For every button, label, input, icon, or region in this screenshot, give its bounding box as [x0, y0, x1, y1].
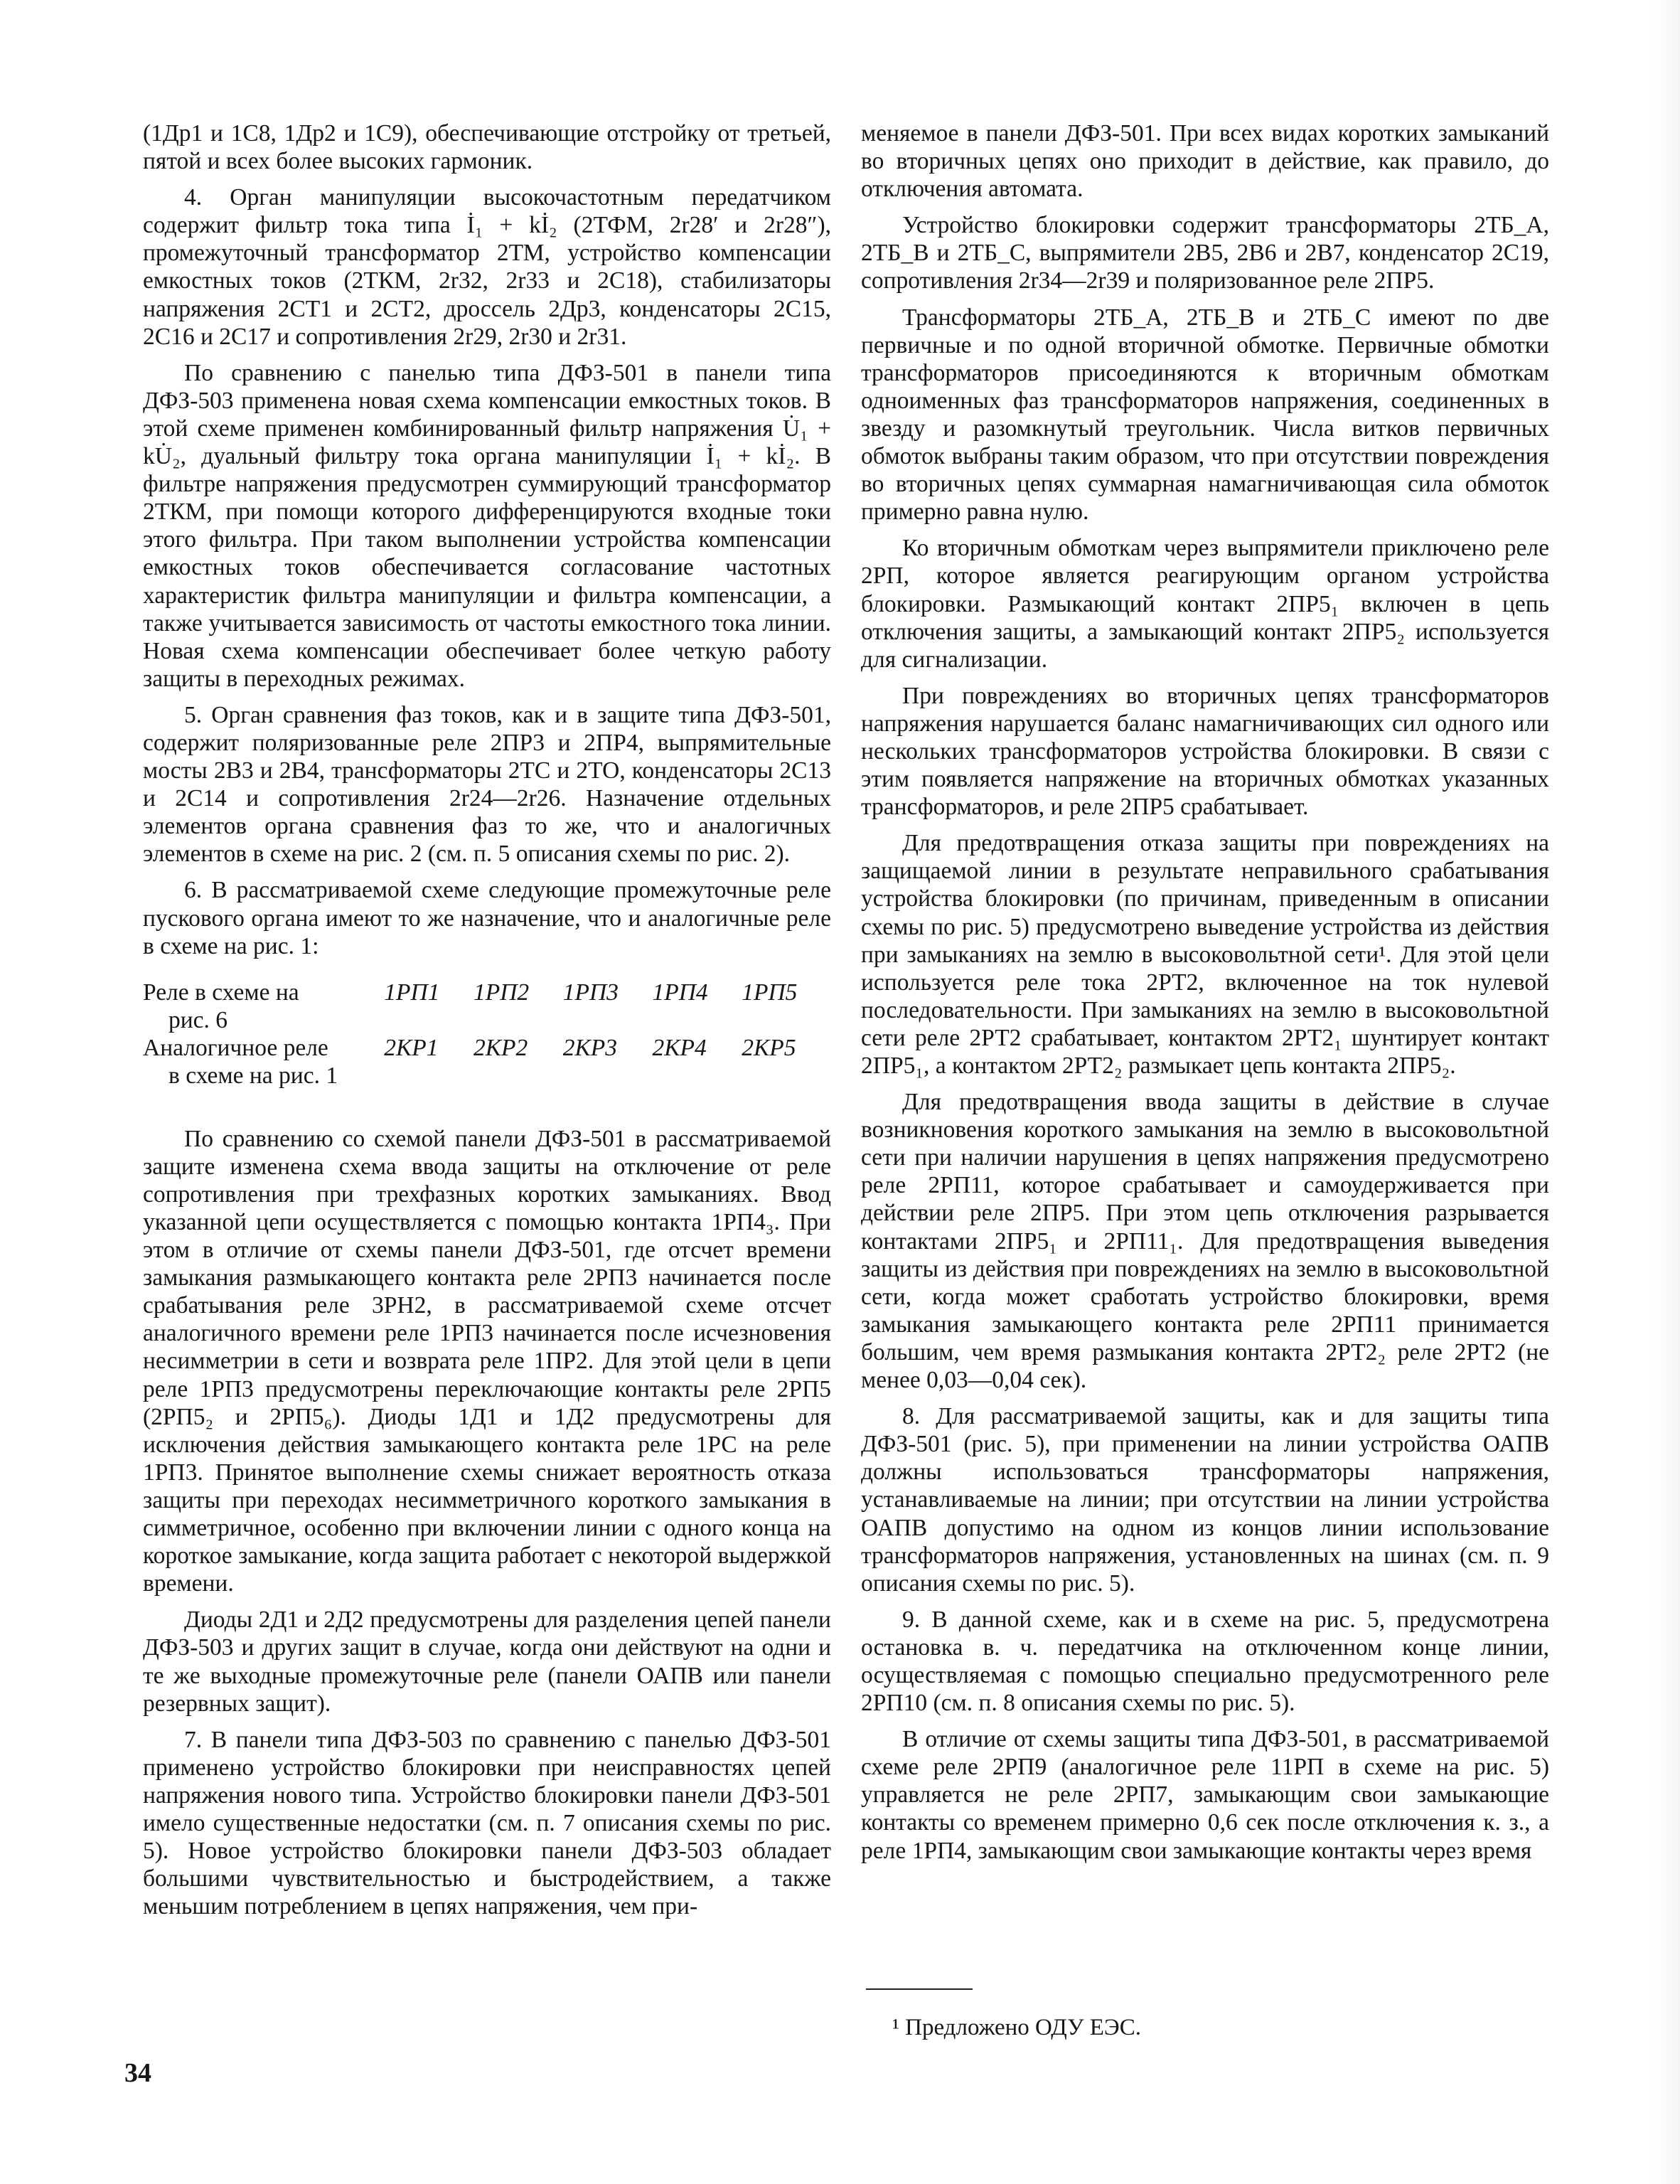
- paragraph: По сравнению с панелью типа ДФЗ-501 в панели типа ДФЗ-503 применена новая схема компенсации емкостных токов. В этой схеме применен комбинированный фильтр напряжения U̇₁ + kU̇₂, дуальный фильтру тока органа манипуляции İ₁ + kİ₂. В фильтре напряжения предусмотрен суммирующий трансформатор 2ТКМ, при помощи которого дифференцируются входные токи этого фильтра. При таком выполнении устройства компенсации емкостных токов обеспечивается согласование частотных характеристик фильтра манипуляции и фильтра компенсации, а также учитывается зависимость от частоты емкостного тока линии. Новая схема компенсации обеспечивает более четкую работу защиты в переходных режимах.: [143, 359, 831, 692]
- relay-row-sublabel: рис. 6: [168, 1006, 228, 1033]
- relay-row-label: Реле в схеме на: [143, 979, 299, 1006]
- relay-cell: 2КР2: [473, 1034, 528, 1061]
- paragraph: меняемое в панели ДФЗ-501. При всех видах коротких замыканий во вторичных цепях оно приходит в действие, как правило, до отключения автомата.: [861, 120, 1549, 203]
- relay-cell: 1РП4: [652, 979, 708, 1006]
- paragraph: 9. В данной схеме, как и в схеме на рис. 5, предусмотрена остановка в. ч. передатчика на отключенном конце линии, осуществляемая с помощью специально предусмотренного реле 2РП10 (см. п. 8 описания схемы по рис. 5).: [861, 1606, 1549, 1717]
- relay-row-sublabel: в схеме на рис. 1: [168, 1062, 338, 1089]
- paragraph: Для предотвращения ввода защиты в действие в случае возникновения короткого замыкания на землю в высоковольтной сети при наличии нарушения в цепях напряжения предусмотрено реле 2РП11, которое срабатывает и самоудерживается при действии реле 2ПР5. При этом цепь отключения разрывается контактами 2ПР5₁ и 2РП11₁. Для предотвращения выведения защиты из действия при повреждениях на землю в высоковольтной сети, когда может сработать устройство блокировки, время замыкания замыкающего контакта реле 2РП11 принимается большим, чем время размыкания контакта 2РТ2₂ реле 2РТ2 (не менее 0,03—0,04 сек).: [861, 1089, 1549, 1394]
- paragraph: 5. Орган сравнения фаз токов, как и в защите типа ДФЗ-501, содержит поляризованные реле 2ПР3 и 2ПР4, выпрямительные мосты 2В3 и 2В4, трансформаторы 2ТС и 2ТО, конденсаторы 2С13 и 2С14 и сопротивления 2r24—2r26. Назначение отдельных элементов органа сравнения фаз то же, что и аналогичных элементов в схеме на рис. 2 (см. п. 5 описания схемы по рис. 2).: [143, 701, 831, 868]
- footnote: ¹ Предложено ОДУ ЕЭС.: [892, 2015, 1141, 2040]
- relay-cell: 1РП2: [473, 979, 530, 1006]
- relay-cell: 1РП3: [562, 979, 619, 1006]
- paragraph: Устройство блокировки содержит трансформаторы 2ТБ_A, 2ТБ_B и 2ТБ_C, выпрямители 2В5, 2В6 и 2В7, конденсатор 2С19, сопротивления 2r34—2r39 и поляризованное реле 2ПР5.: [861, 212, 1549, 294]
- paragraph: (1Др1 и 1С8, 1Др2 и 1С9), обеспечивающие отстройку от третьей, пятой и всех более высоких гармоник.: [143, 120, 831, 175]
- relay-cell: 2КР1: [384, 1034, 439, 1061]
- relay-cell: 1РП5: [742, 979, 798, 1006]
- paragraph: 4. Орган манипуляции высокочастотным передатчиком содержит фильтр тока типа İ₁ + kİ₂ (2ТФМ, 2r28′ и 2r28″), промежуточный трансформатор 2ТМ, устройство компенсации емкостных токов (2ТКМ, 2r32, 2r33 и 2С18), стабилизаторы напряжения 2СТ1 и 2СТ2, дроссель 2Др3, конденсаторы 2С15, 2С16 и 2С17 и сопротивления 2r29, 2r30 и 2r31.: [143, 184, 831, 350]
- footnote-divider: [866, 1988, 973, 1990]
- paragraph: 7. В панели типа ДФЗ-503 по сравнению с панелью ДФЗ-501 применено устройство блокировки при неисправностях цепей напряжения нового типа. Устройство блокировки панели ДФЗ-501 имело существенные недостатки (см. п. 7 описания схемы по рис. 5). Новое устройство блокировки панели ДФЗ-503 обладает большими чувствительностью и быстродействием, а также меньшим потреблением в цепях напряжения, чем при-: [143, 1726, 831, 1920]
- paragraph: 8. Для рассматриваемой защиты, как и для защиты типа ДФЗ-501 (рис. 5), при применении на линии устройства ОАПВ должны использоваться трансформаторы напряжения, устанавливаемые на линии; при отсутствии на линии устройства ОАПВ допустимо на одном из концов линии использование трансформаторов напряжения, установленных на шинах (см. п. 9 описания схемы по рис. 5).: [861, 1403, 1549, 1597]
- relay-row-label: Аналогичное реле: [143, 1034, 328, 1061]
- left-column: [143, 119, 831, 1929]
- page-number: 34: [124, 2058, 151, 2088]
- relay-row-fig1: [143, 1034, 831, 1062]
- paragraph: 6. В рассматриваемой схеме следующие промежуточные реле пускового органа имеют то же назначение, что и аналогичные реле в схеме на рис. 1:: [143, 877, 831, 959]
- paragraph: Для предотвращения отказа защиты при повреждениях на защищаемой линии в результате неправильного срабатывания устройства блокировки (по причинам, приведенным в описании схемы по рис. 5) предусмотрено выведение устройства из действия при замыканиях на землю в высоковольтной сети¹. Для этой цели используется реле тока 2РТ2, включенное на ток нулевой последовательности. При замыканиях на землю в высоковольтной сети реле 2РТ2 срабатывает, контактом 2РТ2₁ шунтирует контакт 2ПР5₁, а контактом 2РТ2₂ размыкает цепь контакта 2ПР5₂.: [861, 830, 1549, 1079]
- paragraph: При повреждениях во вторичных цепях трансформаторов напряжения нарушается баланс намагничивающих сил одного или нескольких трансформаторов устройства блокировки. В связи с этим появляется напряжение на вторичных обмотках указанных трансформаторов, и реле 2ПР5 срабатывает.: [861, 682, 1549, 821]
- relay-cell: 2КР5: [742, 1034, 796, 1061]
- relay-cell: 2КР4: [652, 1034, 707, 1061]
- paragraph: Ко вторичным обмоткам через выпрямители приключено реле 2РП, которое является реагирующим органом устройства блокировки. Размыкающий контакт 2ПР5₁ включен в цепь отключения защиты, а замыкающий контакт 2ПР5₂ используется для сигнализации.: [861, 535, 1549, 673]
- right-column: [861, 119, 1549, 1873]
- paragraph: Диоды 2Д1 и 2Д2 предусмотрены для разделения цепей панели ДФЗ-503 и других защит в случае, когда они действуют на одни и те же выходные промежуточные реле (панели ОАПВ или панели резервных защит).: [143, 1607, 831, 1717]
- relay-row-fig6: [143, 979, 831, 1006]
- paragraph: Трансформаторы 2ТБ_A, 2ТБ_B и 2ТБ_C имеют по две первичные и по одной вторичной обмотке. Первичные обмотки трансформаторов присоединяются к вторичным обмоткам одноименных фаз трансформаторов напряжения, соединенных в звезду и разомкнутый треугольник. Числа витков первичных обмоток выбраны таким образом, что при отсутствии повреждения во вторичных цепях суммарная намагничивающая сила обмоток примерно равна нулю.: [861, 304, 1549, 526]
- paragraph: В отличие от схемы защиты типа ДФЗ-501, в рассматриваемой схеме реле 2РП9 (аналогичное реле 11РП в схеме на рис. 5) управляется не реле 2РП7, замыкающим свои замыкающие контакты со временем примерно 0,6 сек после отключения к. з., а реле 1РП4, замыкающим свои замыкающие контакты через время: [861, 1726, 1549, 1864]
- relay-correspondence-table: [143, 979, 831, 1090]
- relay-cell: 2КР3: [562, 1034, 617, 1061]
- scan-edge-shade: [1652, 0, 1680, 2184]
- relay-cell: 1РП1: [384, 979, 440, 1006]
- paragraph: По сравнению со схемой панели ДФЗ-501 в рассматриваемой защите изменена схема ввода защиты на отключение от реле сопротивления при трехфазных коротких замыканиях. Ввод указанной цепи осуществляется с помощью контакта 1РП4₃. При этом в отличие от схемы панели ДФЗ-501, где отсчет времени замыкания размыкающего контакта реле 2РП3 начинается после срабатывания реле 3РН2, в рассматриваемой схеме отсчет аналогичного времени реле 1РП3 начинается после исчезновения несимметрии в сети и возврата реле 1ПР2. Для этой цели в цепи реле 1РП3 предусмотрены переключающие контакты реле 2РП5 (2РП5₂ и 2РП5₆). Диоды 1Д1 и 1Д2 предусмотрены для исключения действия замыкающего контакта реле 1РС на реле 1РП3. Принятое выполнение схемы снижает вероятность отказа защиты при переходах несимметричного короткого замыкания в симметричное, особенно при включении линии с одного конца на короткое замыкание, когда защита работает с некоторой выдержкой времени.: [143, 1125, 831, 1597]
